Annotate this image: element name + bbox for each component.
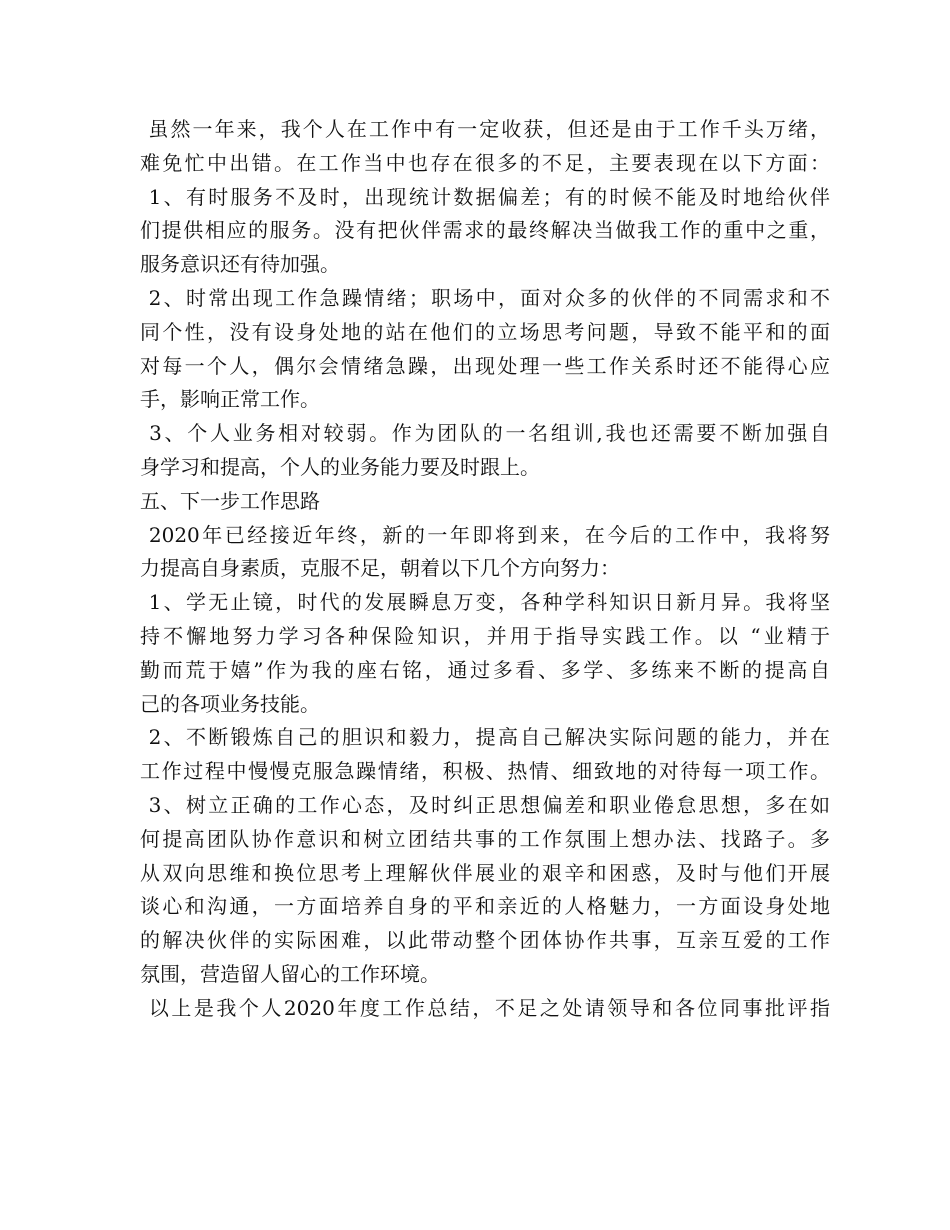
text-line: 对每一个人，偶尔会情绪急躁，出现处理一些工作关系时还不能得心应 (140, 353, 830, 378)
text-line: 2、时常出现工作急躁情绪；职场中，面对众多的伙伴的不同需求和不 (140, 285, 830, 310)
text-line: 氛围，营造留人留心的工作环境。 (140, 961, 440, 986)
text-line: 3、个人业务相对较弱。作为团队的一名组训,我也还需要不断加强自 (140, 421, 830, 446)
text-line: 1、学无止镜，时代的发展瞬息万变，各种学科知识日新月异。我将坚 (140, 590, 830, 615)
text-line: 同个性，没有设身处地的站在他们的立场思考问题，导致不能平和的面 (140, 319, 830, 344)
text-line: 难免忙中出错。在工作当中也存在很多的不足，主要表现在以下方面： (140, 150, 830, 175)
text-line: 1、有时服务不及时，出现统计数据偏差；有的时候不能及时地给伙伴 (140, 184, 830, 209)
text-line: 2020年已经接近年终，新的一年即将到来，在今后的工作中，我将努 (140, 522, 830, 547)
text-line: 虽然一年来，我个人在工作中有一定收获，但还是由于工作千头万绪， (140, 117, 830, 141)
text-line: 3、树立正确的工作心态，及时纠正思想偏差和职业倦怠思想，多在如 (140, 792, 830, 817)
text-line: 力提高自身素质，克服不足，朝着以下几个方向努力： (140, 556, 620, 581)
text-line: 己的各项业务技能。 (140, 691, 320, 716)
document-body (140, 113, 830, 1026)
text-line: 从双向思维和换位思考上理解伙伴展业的艰辛和困惑，及时与他们开展 (140, 860, 830, 885)
section-heading: 五、下一步工作思路 (140, 488, 320, 513)
text-line: 身学习和提高，个人的业务能力要及时跟上。 (140, 454, 540, 479)
text-line: 服务意识还有待加强。 (140, 252, 340, 277)
text-line: 2、不断锻炼自己的胆识和毅力，提高自己解决实际问题的能力，并在 (140, 725, 830, 750)
text-line: 手，影响正常工作。 (140, 387, 320, 412)
text-line: 们提供相应的服务。没有把伙伴需求的最终解决当做我工作的重中之重， (140, 218, 830, 243)
text-line: 工作过程中慢慢克服急躁情绪，积极、热情、细致地的对待每一项工作。 (140, 759, 830, 784)
text-line: 勤而荒于嬉”作为我的座右铭，通过多看、多学、多练来不断的提高自 (140, 657, 830, 682)
text-line: 的解决伙伴的实际困难，以此带动整个团体协作共事，互亲互爱的工作 (140, 928, 830, 953)
text-line: 持不懈地努力学习各种保险知识，并用于指导实践工作。以 “业精于 (140, 623, 830, 648)
text-line: 何提高团队协作意识和树立团结共事的工作氛围上想办法、找路子。多 (140, 826, 830, 851)
text-line: 谈心和沟通，一方面培养自身的平和亲近的人格魅力，一方面设身处地 (140, 894, 830, 919)
text-line: 以上是我个人2020年度工作总结，不足之处请领导和各位同事批评指 (140, 995, 830, 1020)
